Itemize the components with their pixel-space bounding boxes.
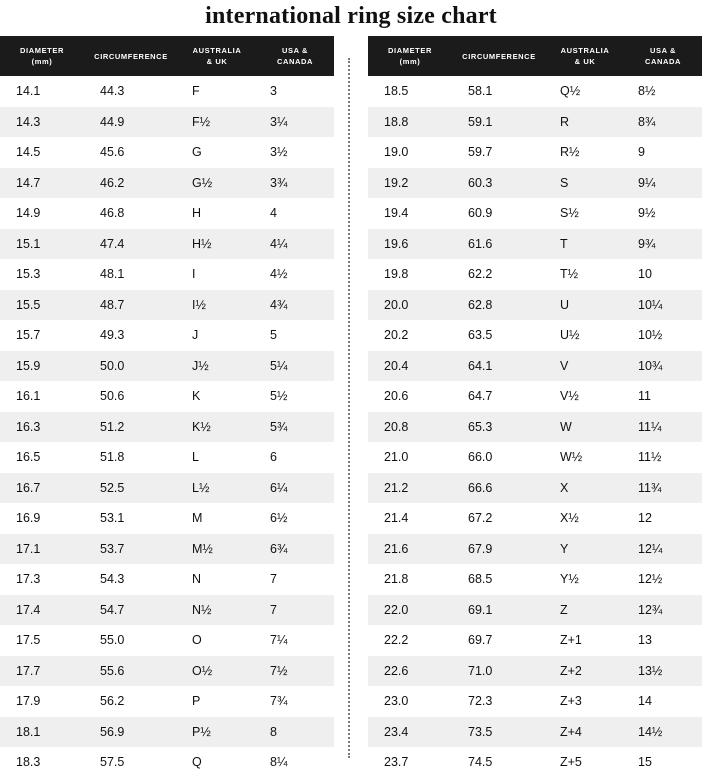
cell-diameter: 16.9 (16, 511, 41, 526)
header-diameter-label: DIAMETER (20, 46, 64, 55)
cell-usa-canada: 12 (638, 511, 652, 526)
cell-australia-uk: U½ (560, 328, 580, 343)
cell-diameter: 22.0 (384, 602, 409, 617)
table-row (368, 656, 702, 687)
cell-circumference: 46.8 (100, 206, 125, 221)
cell-circumference: 73.5 (468, 724, 493, 739)
cell-australia-uk: H½ (192, 236, 212, 251)
table-row (368, 381, 702, 412)
cell-usa-canada: 13 (638, 633, 652, 648)
header-canada-label: CANADA (276, 57, 314, 66)
cell-circumference: 71.0 (468, 663, 493, 678)
table-row (0, 412, 334, 443)
cell-australia-uk: Z+2 (560, 663, 582, 678)
cell-circumference: 49.3 (100, 328, 125, 343)
left-ring-size-table (0, 36, 334, 778)
cell-diameter: 23.4 (384, 724, 409, 739)
cell-circumference: 64.1 (468, 358, 493, 373)
cell-usa-canada: 6¾ (270, 541, 288, 556)
cell-diameter: 14.5 (16, 145, 41, 160)
cell-circumference: 69.7 (468, 633, 493, 648)
cell-circumference: 45.6 (100, 145, 125, 160)
cell-usa-canada: 7½ (270, 663, 288, 678)
cell-diameter: 21.2 (384, 480, 409, 495)
cell-diameter: 15.9 (16, 358, 41, 373)
cell-diameter: 16.1 (16, 389, 41, 404)
cell-circumference: 48.7 (100, 297, 125, 312)
table-row (368, 442, 702, 473)
cell-usa-canada: 7 (270, 572, 277, 587)
cell-australia-uk: Z+5 (560, 755, 582, 770)
cell-usa-canada: 12½ (638, 572, 663, 587)
cell-usa-canada: 9 (638, 145, 645, 160)
header-circumference (84, 36, 178, 76)
cell-circumference: 57.5 (100, 755, 125, 770)
header-uk-label: & UK (206, 57, 228, 66)
cell-circumference: 56.9 (100, 724, 125, 739)
cell-usa-canada: 9¾ (638, 236, 656, 251)
ring-size-chart-page (0, 2, 702, 770)
cell-circumference: 74.5 (468, 755, 493, 770)
cell-circumference: 55.6 (100, 663, 125, 678)
table-row (368, 717, 702, 748)
table-row (0, 198, 334, 229)
cell-circumference: 46.2 (100, 175, 125, 190)
cell-circumference: 44.3 (100, 84, 125, 99)
cell-australia-uk: L (192, 450, 199, 465)
cell-circumference: 65.3 (468, 419, 493, 434)
cell-circumference: 44.9 (100, 114, 125, 129)
cell-usa-canada: 11¼ (638, 419, 662, 434)
cell-australia-uk: N (192, 572, 202, 587)
cell-circumference: 50.6 (100, 389, 125, 404)
cell-australia-uk: T (560, 236, 568, 251)
table-row (368, 198, 702, 229)
cell-diameter: 17.7 (16, 663, 41, 678)
cell-australia-uk: O½ (192, 663, 213, 678)
header-australia-label: AUSTRALIA (192, 46, 242, 55)
table-row (368, 137, 702, 168)
cell-diameter: 21.4 (384, 511, 409, 526)
tables-container (0, 36, 702, 778)
cell-usa-canada: 5¼ (270, 358, 288, 373)
cell-australia-uk: I (192, 267, 196, 282)
cell-diameter: 21.6 (384, 541, 409, 556)
table-row (0, 625, 334, 656)
cell-australia-uk: V (560, 358, 569, 373)
cell-usa-canada: 5 (270, 328, 277, 343)
cell-usa-canada: 10¾ (638, 358, 663, 373)
cell-circumference: 66.0 (468, 450, 493, 465)
header-diameter-unit: (mm) (31, 57, 53, 66)
header-diameter (0, 36, 84, 76)
cell-usa-canada: 6¼ (270, 480, 288, 495)
cell-australia-uk: W (560, 419, 572, 434)
cell-circumference: 51.2 (100, 419, 125, 434)
cell-circumference: 72.3 (468, 694, 493, 709)
cell-usa-canada: 4½ (270, 267, 288, 282)
cell-diameter: 19.0 (384, 145, 409, 160)
cell-diameter: 23.0 (384, 694, 409, 709)
table-row (368, 534, 702, 565)
cell-australia-uk: K½ (192, 419, 211, 434)
cell-diameter: 18.1 (16, 724, 41, 739)
cell-australia-uk: Z+1 (560, 633, 582, 648)
cell-usa-canada: 4¾ (270, 297, 288, 312)
cell-diameter: 18.5 (384, 84, 409, 99)
cell-diameter: 19.8 (384, 267, 409, 282)
cell-australia-uk: P (192, 694, 201, 709)
cell-diameter: 19.4 (384, 206, 409, 221)
cell-australia-uk: R½ (560, 145, 580, 160)
left-table-body (0, 76, 334, 778)
cell-diameter: 20.0 (384, 297, 409, 312)
cell-diameter: 14.7 (16, 175, 41, 190)
header-australia-uk (178, 36, 256, 76)
table-row (0, 351, 334, 382)
cell-diameter: 21.0 (384, 450, 409, 465)
cell-usa-canada: 13½ (638, 663, 663, 678)
cell-circumference: 64.7 (468, 389, 493, 404)
cell-usa-canada: 3¾ (270, 175, 288, 190)
cell-diameter: 14.3 (16, 114, 41, 129)
cell-usa-canada: 8¾ (638, 114, 656, 129)
table-row (0, 229, 334, 260)
cell-australia-uk: K (192, 389, 201, 404)
cell-usa-canada: 14 (638, 694, 652, 709)
table-row (0, 656, 334, 687)
cell-australia-uk: F½ (192, 114, 211, 129)
page-title: international ring size chart (205, 3, 497, 29)
cell-diameter: 16.3 (16, 419, 41, 434)
cell-australia-uk: Y (560, 541, 569, 556)
cell-australia-uk: M (192, 511, 203, 526)
cell-diameter: 15.1 (16, 236, 41, 251)
cell-diameter: 14.9 (16, 206, 41, 221)
cell-australia-uk: P½ (192, 724, 211, 739)
cell-australia-uk: J½ (192, 358, 209, 373)
header-usa-canada (256, 36, 334, 76)
cell-diameter: 16.7 (16, 480, 41, 495)
cell-diameter: 18.3 (16, 755, 41, 770)
cell-usa-canada: 14½ (638, 724, 663, 739)
table-row (0, 473, 334, 504)
header-australia-label: AUSTRALIA (560, 46, 610, 55)
table-row (368, 625, 702, 656)
table-header-row (0, 36, 334, 76)
cell-australia-uk: Z (560, 602, 568, 617)
cell-diameter: 15.5 (16, 297, 41, 312)
table-row (368, 473, 702, 504)
cell-australia-uk: W½ (560, 450, 583, 465)
table-row (0, 168, 334, 199)
table-row (368, 320, 702, 351)
cell-usa-canada: 8 (270, 724, 277, 739)
cell-diameter: 22.6 (384, 663, 409, 678)
cell-usa-canada: 3¼ (270, 114, 288, 129)
cell-australia-uk: H (192, 206, 202, 221)
cell-australia-uk: S½ (560, 206, 579, 221)
right-table-wrapper (368, 36, 702, 778)
cell-usa-canada: 8¼ (270, 755, 288, 770)
cell-diameter: 23.7 (384, 755, 409, 770)
cell-usa-canada: 10½ (638, 328, 663, 343)
table-row (0, 717, 334, 748)
table-row (0, 76, 334, 107)
table-row (368, 686, 702, 717)
table-row (368, 351, 702, 382)
cell-circumference: 50.0 (100, 358, 125, 373)
right-table-body (368, 76, 702, 778)
cell-circumference: 54.7 (100, 602, 125, 617)
cell-diameter: 21.8 (384, 572, 409, 587)
cell-diameter: 19.2 (384, 175, 409, 190)
cell-diameter: 18.8 (384, 114, 409, 129)
cell-diameter: 17.3 (16, 572, 41, 587)
header-diameter-unit: (mm) (399, 57, 421, 66)
table-row (0, 503, 334, 534)
table-row (368, 76, 702, 107)
cell-diameter: 20.8 (384, 419, 409, 434)
cell-circumference: 67.2 (468, 511, 493, 526)
table-row (0, 107, 334, 138)
cell-usa-canada: 8½ (638, 84, 656, 99)
header-diameter (368, 36, 452, 76)
cell-circumference: 61.6 (468, 236, 493, 251)
cell-diameter: 20.4 (384, 358, 409, 373)
cell-australia-uk: R (560, 114, 570, 129)
cell-circumference: 55.0 (100, 633, 125, 648)
cell-circumference: 53.7 (100, 541, 125, 556)
cell-diameter: 17.5 (16, 633, 41, 648)
header-uk-label: & UK (574, 57, 596, 66)
cell-diameter: 22.2 (384, 633, 409, 648)
cell-australia-uk: Z+3 (560, 694, 582, 709)
cell-australia-uk: G½ (192, 175, 213, 190)
cell-usa-canada: 3 (270, 84, 277, 99)
table-row (0, 686, 334, 717)
table-row (368, 168, 702, 199)
cell-diameter: 19.6 (384, 236, 409, 251)
header-circumference (452, 36, 546, 76)
header-usa-label: USA & (281, 46, 309, 55)
cell-usa-canada: 9½ (638, 206, 656, 221)
cell-circumference: 59.1 (468, 114, 493, 129)
cell-australia-uk: V½ (560, 389, 579, 404)
table-row (368, 259, 702, 290)
cell-australia-uk: Q½ (560, 84, 581, 99)
cell-diameter: 20.2 (384, 328, 409, 343)
cell-circumference: 66.6 (468, 480, 493, 495)
cell-circumference: 56.2 (100, 694, 125, 709)
cell-usa-canada: 12¼ (638, 541, 663, 556)
cell-circumference: 62.2 (468, 267, 493, 282)
table-row (0, 259, 334, 290)
table-row (0, 137, 334, 168)
header-usa-canada (624, 36, 702, 76)
cell-australia-uk: M½ (192, 541, 213, 556)
cell-australia-uk: L½ (192, 480, 210, 495)
table-row (368, 412, 702, 443)
cell-circumference: 54.3 (100, 572, 125, 587)
cell-circumference: 59.7 (468, 145, 493, 160)
cell-australia-uk: O (192, 633, 202, 648)
cell-circumference: 60.3 (468, 175, 493, 190)
left-table-wrapper (0, 36, 334, 778)
cell-diameter: 14.1 (16, 84, 41, 99)
cell-diameter: 17.9 (16, 694, 41, 709)
table-row (368, 747, 702, 778)
cell-diameter: 15.7 (16, 328, 41, 343)
cell-usa-canada: 12¾ (638, 602, 663, 617)
cell-circumference: 67.9 (468, 541, 493, 556)
header-australia-uk (546, 36, 624, 76)
cell-circumference: 51.8 (100, 450, 125, 465)
cell-diameter: 20.6 (384, 389, 409, 404)
cell-circumference: 48.1 (100, 267, 125, 282)
table-row (0, 534, 334, 565)
cell-australia-uk: I½ (192, 297, 206, 312)
cell-usa-canada: 5½ (270, 389, 288, 404)
cell-usa-canada: 15 (638, 755, 652, 770)
table-header-row (368, 36, 702, 76)
cell-usa-canada: 4¼ (270, 236, 288, 251)
cell-circumference: 63.5 (468, 328, 493, 343)
cell-usa-canada: 10¼ (638, 297, 663, 312)
table-row (368, 503, 702, 534)
header-circumference-label: CIRCUMFERENCE (94, 51, 168, 61)
table-row (368, 564, 702, 595)
cell-diameter: 17.1 (16, 541, 41, 556)
cell-australia-uk: S (560, 175, 569, 190)
table-row (0, 595, 334, 626)
cell-usa-canada: 7 (270, 602, 277, 617)
cell-australia-uk: Y½ (560, 572, 579, 587)
cell-diameter: 16.5 (16, 450, 41, 465)
table-row (0, 320, 334, 351)
right-ring-size-table (368, 36, 702, 778)
table-row (0, 442, 334, 473)
cell-usa-canada: 3½ (270, 145, 288, 160)
table-row (368, 229, 702, 260)
header-diameter-label: DIAMETER (388, 46, 432, 55)
header-circumference-label: CIRCUMFERENCE (462, 51, 536, 61)
cell-australia-uk: X (560, 480, 569, 495)
cell-circumference: 62.8 (468, 297, 493, 312)
table-row (0, 381, 334, 412)
cell-circumference: 52.5 (100, 480, 125, 495)
header-canada-label: CANADA (644, 57, 682, 66)
vertical-dotted-divider (348, 58, 354, 758)
cell-usa-canada: 9¼ (638, 175, 656, 190)
cell-australia-uk: T½ (560, 267, 579, 282)
header-usa-label: USA & (649, 46, 677, 55)
cell-usa-canada: 6½ (270, 511, 288, 526)
cell-diameter: 17.4 (16, 602, 41, 617)
cell-circumference: 60.9 (468, 206, 493, 221)
cell-australia-uk: J (192, 328, 199, 343)
cell-australia-uk: U (560, 297, 570, 312)
cell-usa-canada: 11¾ (638, 480, 662, 495)
cell-circumference: 68.5 (468, 572, 493, 587)
cell-australia-uk: N½ (192, 602, 212, 617)
cell-australia-uk: Q (192, 755, 202, 770)
table-row (368, 595, 702, 626)
cell-australia-uk: G (192, 145, 202, 160)
cell-usa-canada: 11 (638, 389, 651, 404)
cell-usa-canada: 10 (638, 267, 652, 282)
cell-circumference: 47.4 (100, 236, 125, 251)
cell-circumference: 58.1 (468, 84, 493, 99)
table-row (0, 747, 334, 778)
table-row (368, 107, 702, 138)
cell-diameter: 15.3 (16, 267, 41, 282)
table-row (368, 290, 702, 321)
cell-usa-canada: 7¾ (270, 694, 288, 709)
cell-australia-uk: F (192, 84, 200, 99)
table-row (0, 290, 334, 321)
cell-circumference: 53.1 (100, 511, 125, 526)
table-row (0, 564, 334, 595)
cell-usa-canada: 5¾ (270, 419, 288, 434)
cell-australia-uk: X½ (560, 511, 579, 526)
cell-usa-canada: 4 (270, 206, 277, 221)
cell-usa-canada: 7¼ (270, 633, 288, 648)
cell-australia-uk: Z+4 (560, 724, 582, 739)
cell-usa-canada: 11½ (638, 450, 662, 465)
cell-circumference: 69.1 (468, 602, 493, 617)
cell-usa-canada: 6 (270, 450, 277, 465)
